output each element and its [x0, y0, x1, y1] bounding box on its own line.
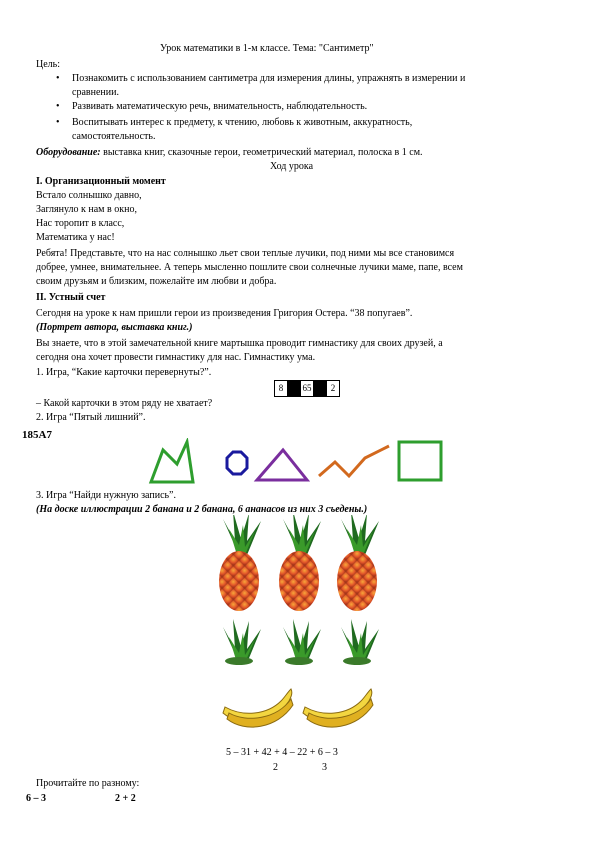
banana-icon	[303, 689, 373, 727]
bottom-expression: 6 – 3	[26, 793, 46, 804]
paragraph-line: своим друзьям и близким, пожелайте им любви и добра.	[36, 276, 277, 287]
card-flipped	[314, 381, 327, 396]
pineapple-top-icon	[283, 619, 321, 665]
game-3-note: (На доске иллюстрации 2 банана и 2 банана, 6 ананасов из них 3 съедены.)	[36, 504, 368, 515]
pineapple-icon	[279, 515, 321, 611]
equipment-text: выставка книг, сказочные герои, геометрический материал, полоска в 1 см.	[100, 147, 423, 158]
zigzag-line-shape	[319, 446, 389, 476]
goal-item-1: • Познакомить с использованием сантиметра для измерения длины, упражнять в измерении и сравнении.	[56, 73, 466, 98]
expression-denominator: 2	[273, 762, 278, 773]
poem-line: Математика у нас!	[36, 232, 115, 243]
game-1-title: 1. Игра, “Какие карточки перевернуты?”.	[36, 367, 212, 378]
card: 2	[330, 383, 336, 393]
poem-line: Нас торопит в класс,	[36, 218, 125, 229]
game-1-question: – Какой карточки в этом ряду не хватает?	[36, 398, 213, 409]
expression-line: 5 – 31 + 42 + 4 – 22 + 6 – 3	[226, 747, 338, 758]
paragraph-line: Сегодня на уроке к нам пришли герои из произведения Григория Остера. “38 попугаев”.	[36, 308, 413, 319]
bottom-expression: 2 + 2	[115, 793, 136, 804]
expression-denominator: 3	[322, 762, 327, 773]
square-shape	[399, 442, 441, 480]
poem-line: Встало солнышко давно,	[36, 190, 142, 201]
shapes-row	[145, 438, 445, 486]
fruit-illustration	[205, 515, 395, 745]
paragraph-line: добрее, умнее, внимательнее. А теперь мысленно пошлите свои солнечные лучики маме, папе, всем	[36, 262, 463, 273]
bullet-icon: •	[56, 73, 60, 84]
card: 65	[301, 381, 314, 396]
game-2-title: 2. Игра “Пятый лишний”.	[36, 412, 146, 423]
octagon-shape	[227, 452, 247, 474]
equipment-line	[36, 146, 423, 160]
section-2-heading: II. Устный счет	[36, 292, 106, 303]
paragraph-line: сегодня она хочет провести гимнастику для нас. Гимнастику ума.	[36, 352, 316, 363]
goal-label: Цель:	[36, 59, 60, 70]
card: 8	[275, 381, 288, 396]
bullet-icon: •	[56, 117, 60, 128]
goal-item-2: • Развивать математическую речь, внимательность, наблюдательность.	[56, 101, 368, 112]
paragraph-line: Вы знаете, что в этой замечательной книге мартышка проводит гимнастику для своих друзей, а	[36, 338, 443, 349]
card-flipped	[288, 381, 301, 396]
page-title: Урок математики в 1-м классе. Тема: "Сантиметр"	[160, 43, 374, 54]
code-label: 185А7	[22, 429, 52, 441]
bullet-icon: •	[56, 101, 60, 112]
read-label: Прочитайте по разному:	[36, 778, 140, 789]
banana-icon	[223, 689, 293, 727]
irregular-polygon-shape	[151, 442, 193, 482]
pineapple-top-icon	[223, 619, 261, 665]
game-3-title: 3. Игра “Найди нужную запись”.	[36, 490, 176, 501]
lesson-course-heading: Ход урока	[270, 161, 314, 172]
goal-item-3: • Воспитывать интерес к предмету, к чтению, любовь к животным, аккуратность, самостоятельность.	[56, 117, 413, 142]
triangle-shape	[257, 450, 307, 480]
pineapple-icon	[337, 515, 379, 611]
equipment-label: Оборудование:	[36, 147, 101, 158]
paragraph-note: (Портрет автора, выставка книг.)	[36, 322, 193, 333]
section-1-heading: I. Организационный момент	[36, 176, 166, 187]
pineapple-icon	[219, 515, 261, 611]
number-cards	[274, 380, 340, 397]
paragraph-line: Ребята! Представьте, что на нас солнышко льет свои теплые лучики, под ними мы все становимся	[36, 248, 455, 259]
poem-line: Заглянуло к нам в окно,	[36, 204, 137, 215]
pineapple-top-icon	[341, 619, 379, 665]
